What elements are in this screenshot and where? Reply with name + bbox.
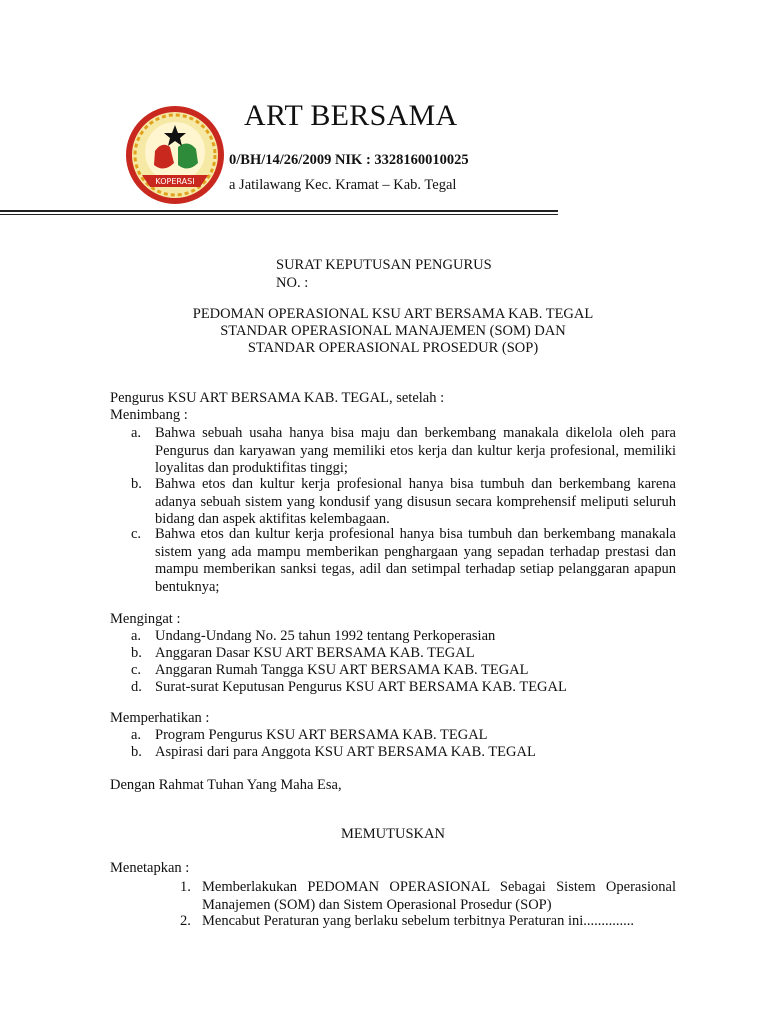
koperasi-logo xyxy=(112,103,238,207)
decree-title-line-1: PEDOMAN OPERASIONAL KSU ART BERSAMA KAB. TEGAL xyxy=(192,306,594,322)
list-marker: a. xyxy=(131,628,142,644)
decree-title-line-3: STANDAR OPERASIONAL PROSEDUR (SOP) xyxy=(247,340,539,356)
mengingat-item: Undang-Undang No. 25 tahun 1992 tentang Perkoperasian xyxy=(155,628,496,644)
menimbang-item: Bahwa sebuah usaha hanya bisa maju dan berkembang manakala dikelola oleh para Pengurus dan karyawan yang memiliki etos kerja dan kultur kerja profesional, memiliki loyalitas dan produktifitas tinggi; xyxy=(155,425,676,476)
decree-title-line-2: STANDAR OPERASIONAL MANAJEMEN (SOM) DAN xyxy=(220,323,566,339)
decree-number: NO. : xyxy=(276,275,309,291)
menimbang-label: Menimbang : xyxy=(110,407,188,423)
decision-heading: MEMUTUSKAN xyxy=(341,826,445,842)
list-marker: d. xyxy=(131,679,142,695)
organization-name: ART BERSAMA xyxy=(244,99,458,132)
header-divider-thin xyxy=(0,214,558,215)
list-marker: c. xyxy=(131,662,142,678)
memperhatikan-item: Program Pengurus KSU ART BERSAMA KAB. TEGAL xyxy=(155,727,488,743)
menetapkan-item: Memberlakukan PEDOMAN OPERASIONAL Sebagai Sistem Operasional Manajemen (SOM) dan Sistem Operasional Prosedur (SOP) xyxy=(202,879,676,913)
decree-heading: SURAT KEPUTUSAN PENGURUS xyxy=(276,257,492,273)
menimbang-item: Bahwa etos dan kultur kerja profesional hanya bisa tumbuh dan berkembang karena adanya sebuah sistem yang kondusif yang disusun secara komprehensif meliputi seluruh bidang dan aspek aktifitas kelembagaan. xyxy=(155,476,676,527)
list-marker: 1. xyxy=(180,879,191,895)
mengingat-item: Anggaran Dasar KSU ART BERSAMA KAB. TEGAL xyxy=(155,645,475,661)
list-marker: a. xyxy=(131,425,142,441)
list-marker: c. xyxy=(131,526,142,542)
header-divider-thick xyxy=(0,210,558,212)
list-marker: 2. xyxy=(180,913,191,929)
closing-text: Dengan Rahmat Tuhan Yang Maha Esa, xyxy=(110,777,342,793)
list-marker: b. xyxy=(131,645,142,661)
list-marker: b. xyxy=(131,744,142,760)
intro-text: Pengurus KSU ART BERSAMA KAB. TEGAL, setelah : xyxy=(110,390,445,406)
mengingat-label: Mengingat : xyxy=(110,611,181,627)
list-marker: a. xyxy=(131,727,142,743)
memperhatikan-item: Aspirasi dari para Anggota KSU ART BERSAMA KAB. TEGAL xyxy=(155,744,536,760)
mengingat-item: Surat-surat Keputusan Pengurus KSU ART BERSAMA KAB. TEGAL xyxy=(155,679,567,695)
organization-address: a Jatilawang Kec. Kramat – Kab. Tegal xyxy=(229,177,457,193)
memperhatikan-label: Memperhatikan : xyxy=(110,710,210,726)
menetapkan-item: Mencabut Peraturan yang berlaku sebelum terbitnya Peraturan ini.............. xyxy=(202,913,635,929)
menimbang-item: Bahwa etos dan kultur kerja profesional hanya bisa tumbuh dan berkembang manakala sistem yang ada mampu memberikan penghargaan yang sepadan terhadap prestasi dan mampu memberikan sanksi tegas, adil dan setimpal terhadap setiap pelanggaran apapun bentuknya; xyxy=(155,526,676,595)
registration-number: 0/BH/14/26/2009 NIK : 3328160010025 xyxy=(229,152,469,168)
list-marker: b. xyxy=(131,476,142,492)
logo-caption: KOPERASI xyxy=(155,177,195,186)
mengingat-item: Anggaran Rumah Tangga KSU ART BERSAMA KAB. TEGAL xyxy=(155,662,529,678)
menetapkan-label: Menetapkan : xyxy=(110,860,190,876)
